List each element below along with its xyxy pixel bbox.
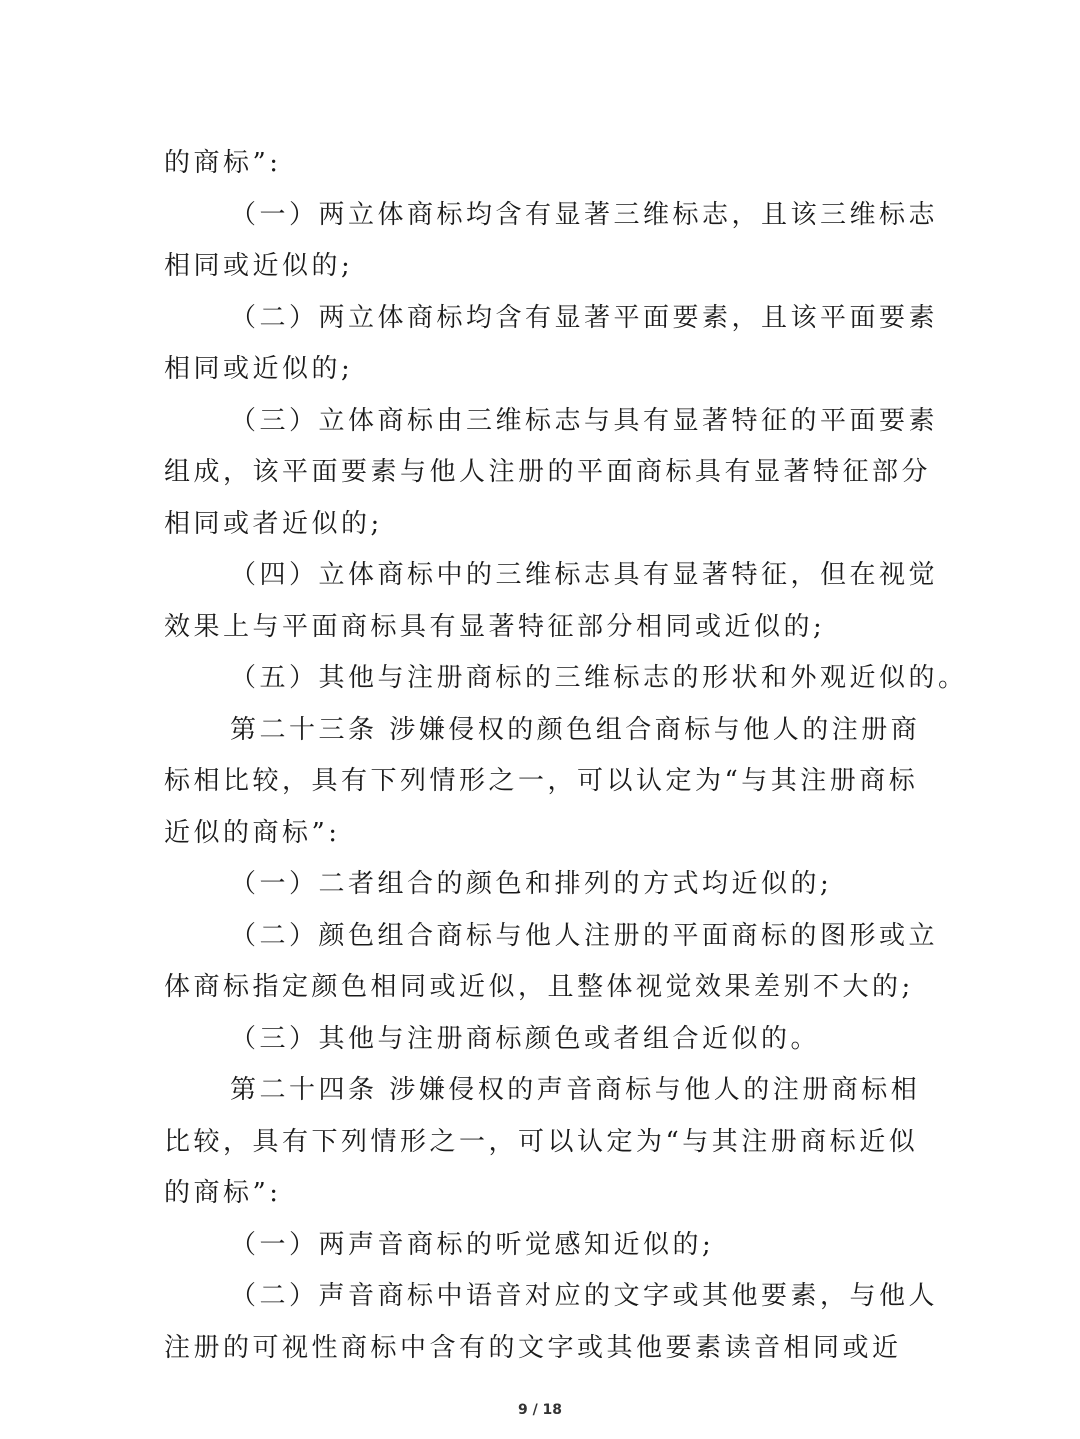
text-line: （二）两立体商标均含有显著平面要素，且该平面要素 — [230, 302, 939, 333]
text-line: 比较，具有下列情形之一，可以认定为“与其注册商标近似 — [164, 1126, 919, 1157]
text-line: 的商标”: — [164, 1178, 282, 1208]
text-line: （二）声音商标中语音对应的文字或其他要素，与他人 — [230, 1281, 939, 1311]
text-line: 第二十三条 涉嫌侵权的颜色组合商标与他人的注册商 — [230, 714, 921, 745]
text-line: 标相比较，具有下列情形之一，可以认定为“与其注册商标 — [164, 766, 919, 796]
text-line: 的商标”: — [164, 148, 282, 178]
text-line: 相同或者近似的; — [164, 508, 383, 539]
text-line: （二）颜色组合商标与他人注册的平面商标的图形或立 — [230, 920, 939, 951]
text-line: 相同或近似的; — [164, 251, 354, 281]
text-line: （四）立体商标中的三维标志具有显著特征，但在视觉 — [230, 560, 939, 590]
page-number: 9 / 18 — [517, 1402, 563, 1418]
text-line: （一）二者组合的颜色和排列的方式均近似的; — [230, 869, 833, 899]
text-line: （一）两立体商标均含有显著三维标志，且该三维标志 — [230, 199, 939, 230]
text-line: （一）两声音商标的听觉感知近似的; — [230, 1229, 715, 1260]
text-line: 体商标指定颜色相同或近似，且整体视觉效果差别不大的; — [164, 972, 914, 1002]
text-line: 第二十四条 涉嫌侵权的声音商标与他人的注册商标相 — [230, 1075, 921, 1105]
text-line: 注册的可视性商标中含有的文字或其他要素读音相同或近 — [164, 1332, 902, 1363]
text-line: 相同或近似的; — [164, 354, 354, 384]
text-line: （三）立体商标由三维标志与具有显著特征的平面要素 — [230, 405, 939, 436]
text-line: （五）其他与注册商标的三维标志的形状和外观近似的。 — [230, 663, 968, 693]
text-line: 效果上与平面商标具有显著特征部分相同或近似的; — [164, 611, 826, 642]
text-line: 近似的商标”: — [164, 817, 341, 848]
text-line: 组成，该平面要素与他人注册的平面商标具有显著特征部分 — [164, 457, 932, 487]
text-line: （三）其他与注册商标颜色或者组合近似的。 — [230, 1023, 821, 1054]
